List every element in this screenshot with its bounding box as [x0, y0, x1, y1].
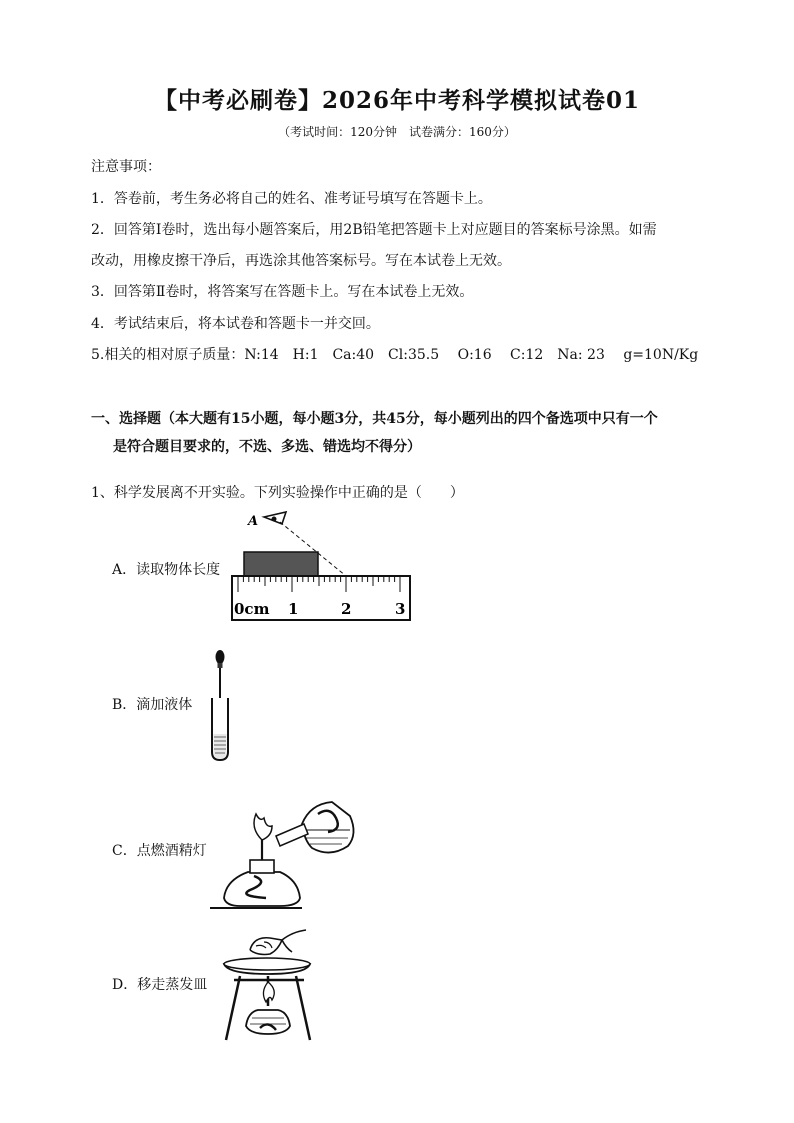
- tick-label: 1: [288, 600, 299, 618]
- page-title: 【中考必刷卷】2026年中考科学模拟试卷01: [153, 87, 641, 114]
- option-a-label: A．读取物体长度: [112, 562, 221, 578]
- option-d-label: D．移走蒸发皿: [112, 977, 208, 993]
- ruler-reading-figure: [228, 508, 414, 624]
- question-stem: 1、科学发展离不开实验。下列实验操作中正确的是（ ）: [91, 485, 464, 501]
- note-item: 3．回答第Ⅱ卷时，将答案写在答题卡上。写在本试卷上无效。: [91, 284, 474, 300]
- tick-label: 3: [395, 600, 406, 618]
- dropper-test-tube-figure: [204, 648, 236, 762]
- note-item: 改动，用橡皮擦干净后，再选涂其他答案标号。写在本试卷上无效。: [91, 253, 511, 269]
- eye-icon: [264, 512, 286, 524]
- eye-label: A: [248, 514, 259, 529]
- note-item: 2．回答第Ⅰ卷时，选出每小题答案后，用2B铅笔把答题卡上对应题目的答案标号涂黑。如需: [91, 222, 657, 238]
- dish-icon: [224, 958, 310, 974]
- section-heading-cont: 是符合题目要求的，不选、多选、错选均不得分）: [113, 439, 421, 455]
- lit-lamp-icon: [224, 814, 300, 906]
- section-heading: 一、选择题（本大题有15小题，每小题3分，共45分，每小题列出的四个备选项中只有一个: [91, 411, 658, 427]
- test-tube-icon: [212, 698, 228, 760]
- note-item: 5.相关的相对原子质量：N:14 H:1 Ca:40 Cl:35.5 O:16 C:12 Na: 23 g=10N/Kg: [91, 347, 699, 363]
- option-c-label: C．点燃酒精灯: [112, 843, 207, 859]
- hand-icon: [250, 930, 306, 955]
- tick-label: 2: [341, 600, 352, 618]
- option-b-label: B．滴加液体: [112, 697, 193, 713]
- alcohol-lamp-lighting-figure: [210, 800, 360, 912]
- tick-label: 0cm: [234, 600, 270, 618]
- notes-heading: 注意事项：: [91, 159, 161, 175]
- note-item: 4．考试结束后，将本试卷和答题卡一并交回。: [91, 316, 380, 332]
- evaporating-dish-figure: [220, 928, 320, 1044]
- measured-block: [244, 552, 318, 576]
- burner-icon: [246, 982, 290, 1034]
- second-lamp-icon: [276, 802, 354, 853]
- exam-info: （考试时间：120分钟 试卷满分：160分）: [278, 125, 516, 139]
- note-item: 1．答卷前，考生务必将自己的姓名、准考证号填写在答题卡上。: [91, 191, 492, 207]
